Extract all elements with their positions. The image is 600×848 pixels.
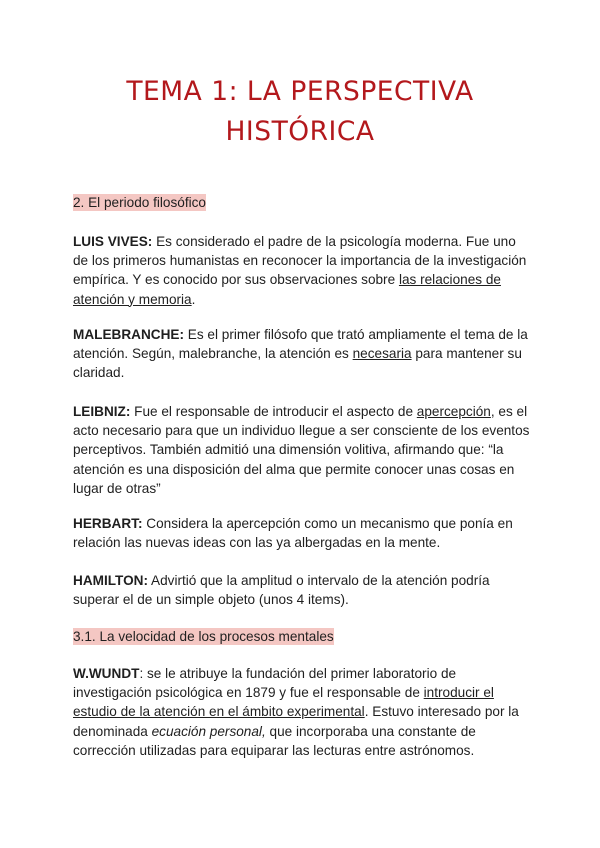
author-name: W.WUNDT — [73, 666, 140, 681]
underlined-text: las relaciones de atención y memoria — [73, 272, 501, 307]
section-heading-periodo-filosofico — [73, 193, 206, 212]
author-name: HERBART: — [73, 516, 143, 531]
author-name: LUIS VIVES: — [73, 234, 153, 249]
paragraph-text: para mantener su claridad. — [73, 346, 522, 381]
paragraph-leibniz — [73, 402, 533, 498]
underlined-text: introducir el estudio de la atención en el ámbito experimental — [73, 685, 494, 720]
title-line-2: HISTÓRICA — [225, 116, 375, 147]
paragraph-text: Es considerado el padre de la psicología moderna. Fue uno de los primeros humanistas en reconocer la importancia de la investigación empírica. Y es conocido por sus observaciones sobre — [73, 234, 527, 288]
paragraph-hamilton — [73, 571, 533, 609]
paragraph-text: Es el primer filósofo que trató ampliamente el tema de la atención. Según, malebranche, la atención es — [73, 327, 528, 362]
paragraph-text: . — [191, 291, 196, 307]
paragraph-text: : se le atribuye la fundación del primer laboratorio de investigación psicológica en 1879 y fue el responsable de — [73, 666, 457, 701]
author-name: MALEBRANCHE: — [73, 327, 185, 342]
paragraph-text: Considera la apercepción como un mecanismo que ponía en relación las nuevas ideas con las ya albergadas en la mente. — [73, 516, 513, 551]
section-heading-text: 3.1. La velocidad de los procesos mentales — [73, 629, 334, 644]
underlined-text: apercepción — [416, 404, 491, 419]
paragraph-text: que incorporaba una constante de corrección utilizadas para equiparar las lecturas entre astrónomos. — [73, 723, 476, 758]
paragraph-wundt — [73, 664, 533, 760]
author-name: LEIBNIZ: — [73, 404, 131, 419]
title-line-1: TEMA 1: LA PERSPECTIVA — [126, 76, 474, 107]
italic-text: ecuación personal, — [151, 723, 266, 739]
paragraph-text: Fue el responsable de introducir el aspecto de — [130, 404, 417, 419]
page-title — [0, 72, 600, 152]
author-name: HAMILTON: — [73, 573, 149, 588]
section-heading-text: 2. El periodo filosófico — [73, 195, 206, 210]
paragraph-text: Advirtió que la amplitud o intervalo de la atención podría superar el de un simple objeto (unos 4 items). — [73, 573, 490, 608]
section-heading-velocidad-procesos — [73, 627, 334, 646]
paragraph-malebranche — [73, 325, 533, 383]
underlined-text: necesaria — [352, 346, 412, 362]
paragraph-text: , es el acto necesario para que un individuo llegue a ser consciente de los eventos perceptivos. También admitió una dimensión volitiva, afirmando que: “la atención es una disposición del alma que permite conocer unas cosas en lugar de otras” — [73, 404, 530, 496]
paragraph-herbart — [73, 514, 533, 552]
paragraph-luis-vives — [73, 232, 533, 309]
paragraph-text: . Estuvo interesado por la denominada — [73, 704, 519, 739]
